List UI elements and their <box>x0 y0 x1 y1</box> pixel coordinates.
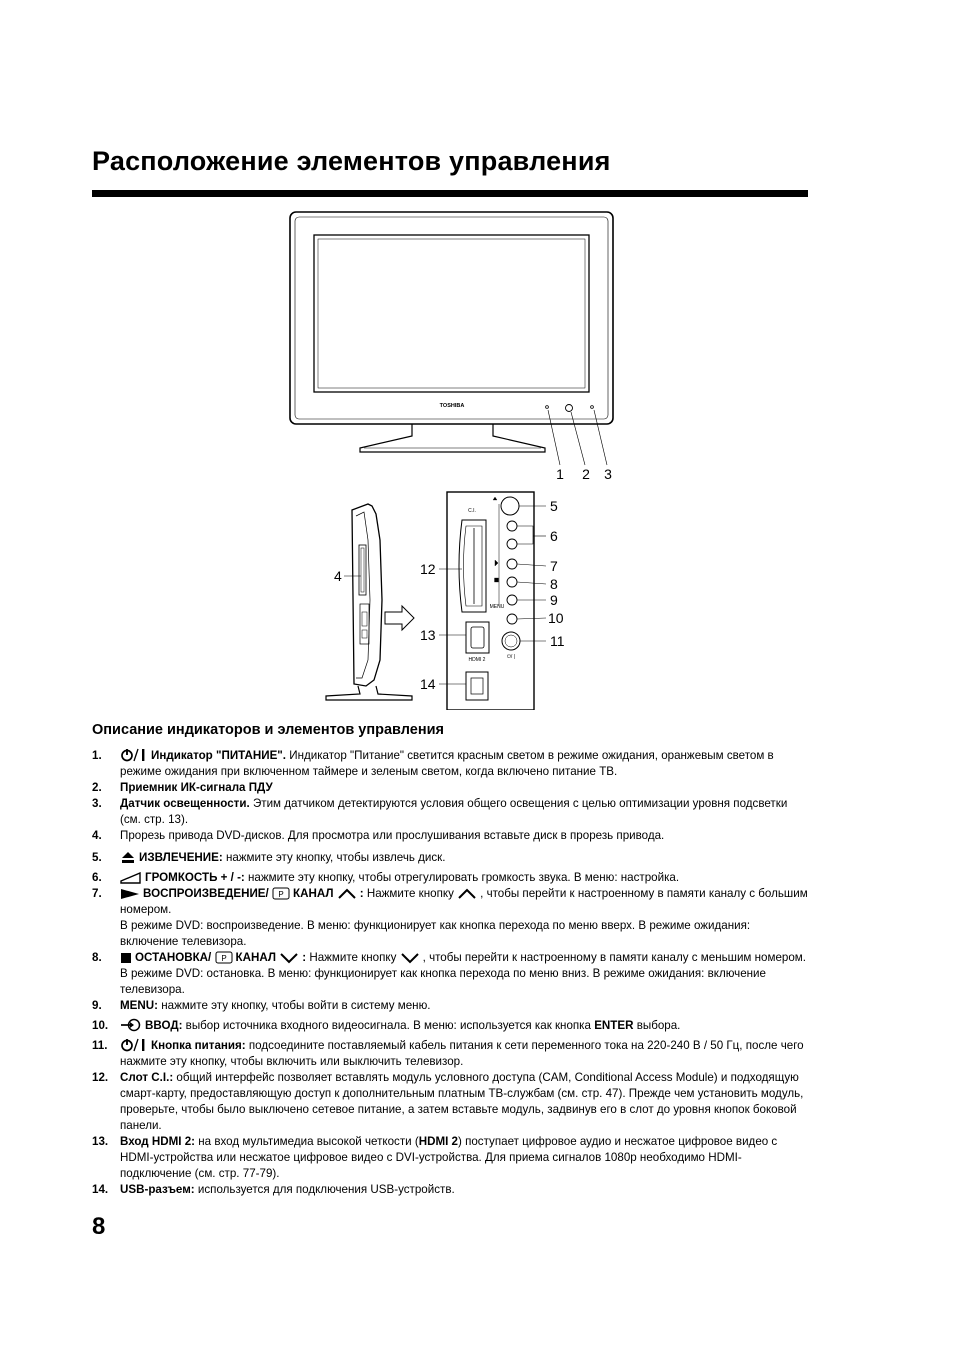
list-item <box>92 1070 808 1134</box>
item-label: ВВОД: <box>145 1019 183 1032</box>
list-item <box>92 828 808 844</box>
item-text-after: ) поступает цифровое аудио и несжатое цифровое видео с HDMI-устройства или несжатое цифровое видео с DVI-устройства. Для приема сигналов 1080p необходимо HDMI-подключение (см. стр. 77-79). <box>120 1135 778 1180</box>
tv-front-view <box>290 212 613 465</box>
list-item <box>92 1038 808 1070</box>
callout-10: 10 <box>548 610 564 626</box>
volume-icon <box>120 872 142 884</box>
item-text: нажмите эту кнопку, чтобы отрегулировать громкость звука. В меню: настройка. <box>244 871 680 884</box>
item-label: Слот C.I.: <box>120 1071 174 1084</box>
side-panel <box>439 492 546 710</box>
item-bold: ENTER <box>594 1019 634 1032</box>
input-icon <box>120 1018 142 1032</box>
item-number: 8. <box>92 951 102 964</box>
control-descriptions <box>92 748 808 1198</box>
chevron-down-icon <box>400 952 420 964</box>
item-number: 12. <box>92 1071 109 1084</box>
page-title: Расположение элементов управления <box>92 146 611 176</box>
list-item <box>92 748 808 780</box>
callout-14: 14 <box>420 676 436 692</box>
item-text: Нажмите кнопку <box>306 951 397 964</box>
callout-1: 1 <box>556 466 564 482</box>
play-icon <box>120 888 140 900</box>
item-text: нажмите эту кнопку, чтобы войти в систему меню. <box>158 999 431 1012</box>
chevron-up-icon <box>457 888 477 900</box>
item-text: Индикатор "Питание" светится красным светом в режиме ожидания, оранжевым светом в режиме ожидания при включенном таймере и зеленым светом, когда включено питание ТВ. <box>120 749 774 778</box>
item-label: MENU: <box>120 999 158 1012</box>
item-label-channel: КАНАЛ <box>235 951 276 964</box>
item-number: 5. <box>92 851 102 864</box>
callout-9: 9 <box>550 592 558 608</box>
tv-side-view <box>326 504 414 700</box>
item-label: USB-разъем: <box>120 1183 195 1196</box>
item-label: ОСТАНОВКА/ <box>135 951 212 964</box>
item-label: ГРОМКОСТЬ + / -: <box>145 871 245 884</box>
callout-4: 4 <box>334 568 342 584</box>
page-number: 8 <box>92 1213 106 1240</box>
list-item <box>92 1182 808 1198</box>
item-label: ВОСПРОИЗВЕДЕНИЕ/ <box>143 887 269 900</box>
item-label: Кнопка питания: <box>151 1039 246 1052</box>
power-standby-icon <box>120 1038 148 1052</box>
item-number: 9. <box>92 999 102 1012</box>
eject-icon <box>120 851 136 864</box>
list-item <box>92 796 808 828</box>
list-item: 8. ОСТАНОВКА/ P КАНАЛ : Нажмите кнопку , чтобы перейти к настроенному в памяти каналу с меньшим номером. В режиме DVD: остановка. В меню: функционирует как кнопка перехода по меню вниз. В режиме ожидания: включение телевизора. <box>92 950 808 998</box>
item-text: Прорезь привода DVD-дисков. Для просмотра или прослушивания вставьте диск в прорезь привода. <box>120 829 665 842</box>
item-text-after: выбора. <box>633 1019 681 1032</box>
program-p-icon <box>272 887 290 900</box>
item-number: 10. <box>92 1019 109 1032</box>
item-number: 7. <box>92 887 102 900</box>
item-label: Датчик освещенности. <box>120 797 250 810</box>
item-text: Нажмите кнопку <box>363 887 454 900</box>
power-label: ⏻/ | <box>506 654 516 660</box>
item-text: подсоедините поставляемый кабель питания к сети переменного тока на 220-240 В / 50 Гц, после чего нажмите эту кнопку, чтобы включить или выключить телевизор. <box>120 1039 804 1068</box>
item-label: ИЗВЛЕЧЕНИЕ: <box>139 851 223 864</box>
menu-label: MENU <box>489 604 505 610</box>
list-item: 7. ВОСПРОИЗВЕДЕНИЕ/ P КАНАЛ : Нажмите кнопку , чтобы перейти к настроенному в памяти каналу с большим номером. В режиме DVD: воспроизведение. В меню: функционирует как кнопка перехода по меню вверх. В режиме ожидания: включение телевизора. <box>92 887 808 948</box>
item-label: Индикатор "ПИТАНИЕ". <box>151 749 287 762</box>
list-item <box>92 780 808 796</box>
item-number: 6. <box>92 871 102 884</box>
stop-icon <box>120 952 132 964</box>
item-extra: В режиме DVD: воспроизведение. В меню: функционирует как кнопка перехода по меню вверх. В режиме ожидания: включение телевизора. <box>120 919 751 948</box>
callout-5: 5 <box>550 498 558 514</box>
list-item <box>92 1018 808 1034</box>
callout-3: 3 <box>604 466 612 482</box>
item-text: используется для подключения USB-устройств. <box>194 1183 455 1196</box>
item-extra: В режиме DVD: остановка. В меню: функционирует как кнопка перехода по меню вниз. В режиме ожидания: включение телевизора. <box>120 967 766 996</box>
callout-7: 7 <box>550 558 558 574</box>
list-item <box>92 1134 808 1182</box>
item-number: 13. <box>92 1135 109 1148</box>
item-number: 11. <box>92 1039 108 1052</box>
item-text: выбор источника входного видеосигнала. В меню: используется как кнопка <box>182 1019 595 1032</box>
callout-12: 12 <box>420 561 436 577</box>
item-text: общий интерфейс позволяет вставлять модуль условного доступа (CAM, Conditional Access Module) и подходящую смарт-карту, предоставляющую доступ к дополнительным платным ТВ-службам (см. стр. 47). Прежде чем установить модуль, проверьте, чтобы было выключено сетевое питание, а затем вставьте модуль, задвинув его в слот до уровня кнопок боковой панели. <box>120 1071 804 1132</box>
item-label: Приемник ИК-сигнала ПДУ <box>120 781 273 794</box>
list-item <box>92 850 808 866</box>
callout-11: 11 <box>550 633 565 649</box>
item-number: 14. <box>92 1183 109 1196</box>
item-label: Вход HDMI 2: <box>120 1135 196 1148</box>
item-number: 4. <box>92 829 102 842</box>
list-item <box>92 870 808 886</box>
item-number: 2. <box>92 781 102 794</box>
item-number: 3. <box>92 797 102 810</box>
svg-text:P: P <box>220 954 227 963</box>
program-p-icon <box>215 951 233 964</box>
item-bold: HDMI 2 <box>418 1135 458 1148</box>
hdmi-label: HDMI 2 <box>468 657 486 663</box>
list-item <box>92 998 808 1014</box>
item-text: на вход мультимедиа высокой четкости ( <box>195 1135 419 1148</box>
chevron-down-icon <box>279 952 299 964</box>
callout-6: 6 <box>550 528 558 544</box>
item-number: 1. <box>92 749 102 762</box>
svg-text:P: P <box>278 890 284 899</box>
ci-label: C.I. <box>468 508 476 514</box>
callout-2: 2 <box>582 466 590 482</box>
power-standby-icon <box>120 748 148 762</box>
item-text-after: , чтобы перейти к настроенному в памяти каналу с большим номером. <box>120 887 808 916</box>
item-text: нажмите эту кнопку, чтобы извлечь диск. <box>222 851 446 864</box>
item-label-channel: КАНАЛ <box>293 887 334 900</box>
item-text: Этим датчиком детектируются условия общего освещения с целью оптимизации уровня подсветки (см. стр. 13). <box>120 797 788 826</box>
callout-8: 8 <box>550 576 558 592</box>
brand-logo: TOSHIBA <box>439 403 465 409</box>
chevron-up-icon <box>337 888 357 900</box>
callout-13: 13 <box>420 627 436 643</box>
section-heading: Описание индикаторов и элементов управления <box>92 722 444 738</box>
item-text-after: , чтобы перейти к настроенному в памяти каналу с меньшим номером. <box>422 951 806 964</box>
